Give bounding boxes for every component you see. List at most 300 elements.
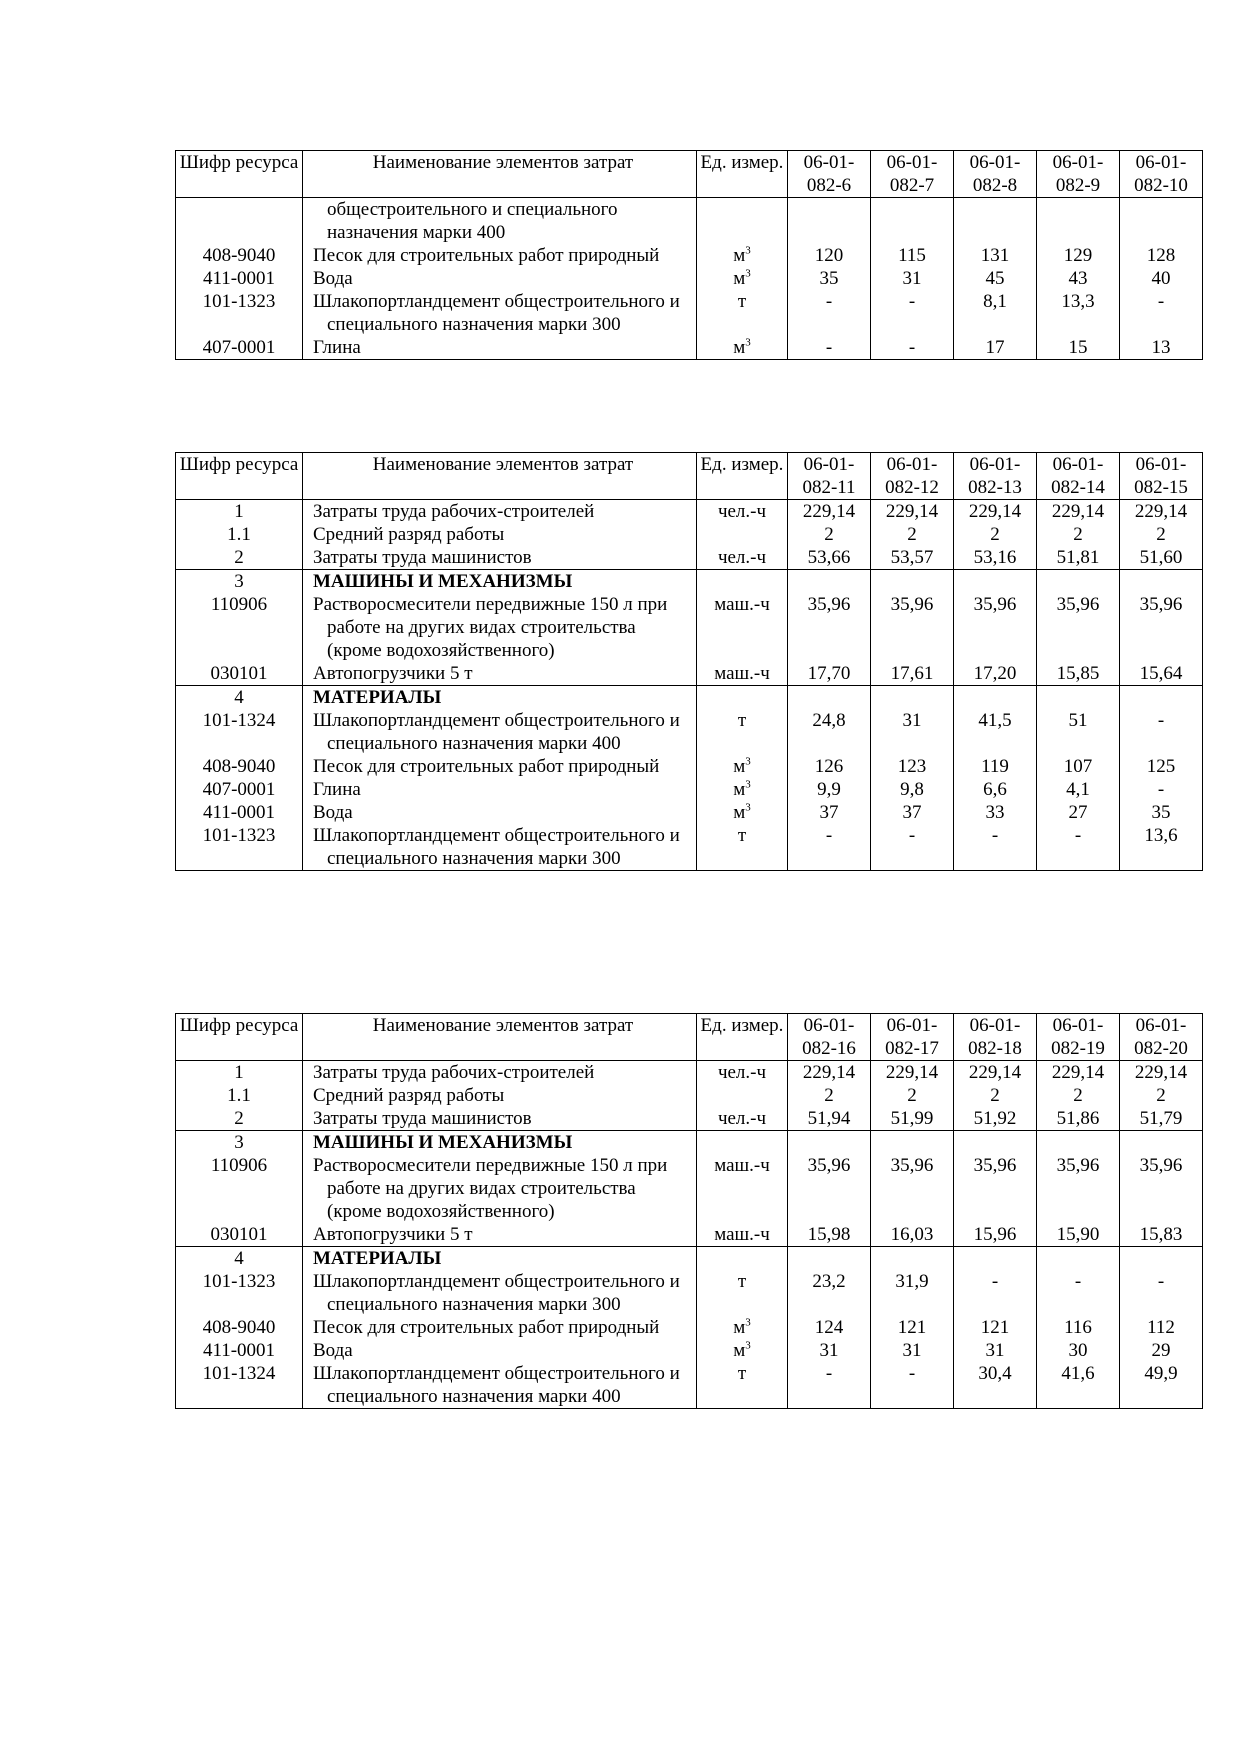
resource-name-text: Средний разряд работы xyxy=(313,524,505,545)
value-cell: - xyxy=(788,824,871,871)
resource-code: 408-9040 xyxy=(176,755,303,778)
unit-text: чел.-ч xyxy=(717,501,767,522)
unit-cell xyxy=(697,662,788,686)
unit-superscript: 3 xyxy=(745,267,751,280)
resource-code: 110906 xyxy=(176,593,303,662)
resource-name xyxy=(303,755,697,778)
value-cell: 51,81 xyxy=(1037,546,1120,570)
header-name: Наименование элементов затрат xyxy=(303,151,697,198)
table-row xyxy=(176,662,1203,686)
value-cell: 9,8 xyxy=(871,778,954,801)
value-cell xyxy=(871,570,954,594)
value-cell: 129 xyxy=(1037,244,1120,267)
unit-text: чел.-ч xyxy=(717,1108,767,1129)
table-row xyxy=(176,267,1203,290)
unit-cell xyxy=(697,801,788,824)
header-row xyxy=(176,1014,1203,1061)
resource-code: 110906 xyxy=(176,1154,303,1223)
value-cell: 15,90 xyxy=(1037,1223,1120,1247)
table-header xyxy=(176,1014,1203,1061)
value-cell: 24,8 xyxy=(788,709,871,755)
resource-code: 407-0001 xyxy=(176,778,303,801)
value-cell: 15,98 xyxy=(788,1223,871,1247)
resource-name-text: Вода xyxy=(313,268,353,289)
unit-text: маш.-ч xyxy=(714,1155,770,1176)
unit-cell xyxy=(697,755,788,778)
value-cell: 51,92 xyxy=(954,1107,1037,1131)
value-cell xyxy=(871,1247,954,1271)
resource-code: 411-0001 xyxy=(176,1339,303,1362)
unit-cell xyxy=(697,1362,788,1409)
value-cell: 35 xyxy=(1120,801,1203,824)
value-cell: 126 xyxy=(788,755,871,778)
value-cell: 43 xyxy=(1037,267,1120,290)
resource-code: 3 xyxy=(176,1131,303,1155)
header-column: 06-01-082-12 xyxy=(871,453,954,500)
value-cell: 2 xyxy=(1120,523,1203,546)
value-cell: 229,14 xyxy=(1120,1061,1203,1085)
table-row xyxy=(176,778,1203,801)
resource-code xyxy=(176,198,303,245)
value-cell: 31 xyxy=(954,1339,1037,1362)
unit-text: м xyxy=(733,1340,746,1361)
resource-code: 1 xyxy=(176,500,303,524)
header-code: Шифр ресурса xyxy=(176,151,303,198)
value-cell: 9,9 xyxy=(788,778,871,801)
table-body xyxy=(176,198,1203,360)
value-cell: 35,96 xyxy=(871,1154,954,1223)
value-cell: 35,96 xyxy=(1120,593,1203,662)
value-cell: 53,16 xyxy=(954,546,1037,570)
unit-cell xyxy=(697,570,788,594)
table-row xyxy=(176,1316,1203,1339)
value-cell: 120 xyxy=(788,244,871,267)
unit-cell xyxy=(697,546,788,570)
value-cell: 128 xyxy=(1120,244,1203,267)
resource-name-text: МАШИНЫ И МЕХАНИЗМЫ xyxy=(313,571,573,592)
header-column: 06-01-082-11 xyxy=(788,453,871,500)
value-cell: 229,14 xyxy=(871,500,954,524)
table-row xyxy=(176,523,1203,546)
resource-code: 411-0001 xyxy=(176,267,303,290)
value-cell: 229,14 xyxy=(954,1061,1037,1085)
header-column: 06-01-082-17 xyxy=(871,1014,954,1061)
value-cell: 2 xyxy=(871,1084,954,1107)
value-cell: 2 xyxy=(1037,523,1120,546)
resource-code: 101-1323 xyxy=(176,290,303,336)
value-cell xyxy=(788,1247,871,1271)
unit-cell xyxy=(697,1223,788,1247)
value-cell: 40 xyxy=(1120,267,1203,290)
resource-name-text: Растворосмесители передвижные 150 л при работе на других видах строительства (кроме водохозяйственного) xyxy=(313,1155,668,1222)
value-cell xyxy=(871,1131,954,1155)
resource-name xyxy=(303,290,697,336)
resource-code: 3 xyxy=(176,570,303,594)
unit-cell xyxy=(697,709,788,755)
table-row xyxy=(176,755,1203,778)
resource-name xyxy=(303,546,697,570)
value-cell: 119 xyxy=(954,755,1037,778)
unit-text: т xyxy=(737,825,747,846)
value-cell: - xyxy=(871,290,954,336)
unit-text: маш.-ч xyxy=(714,1224,770,1245)
unit-superscript: 3 xyxy=(745,1339,751,1352)
table-row xyxy=(176,1084,1203,1107)
header-column: 06-01-082-19 xyxy=(1037,1014,1120,1061)
header-column: 06-01-082-13 xyxy=(954,453,1037,500)
value-cell xyxy=(954,686,1037,710)
value-cell: 8,1 xyxy=(954,290,1037,336)
value-cell xyxy=(954,1131,1037,1155)
value-cell: 35,96 xyxy=(1037,1154,1120,1223)
resource-name xyxy=(303,801,697,824)
value-cell: 53,57 xyxy=(871,546,954,570)
table-row xyxy=(176,709,1203,755)
value-cell: 116 xyxy=(1037,1316,1120,1339)
header-column: 06-01-082-7 xyxy=(871,151,954,198)
resource-name xyxy=(303,709,697,755)
value-cell: 31 xyxy=(871,709,954,755)
value-cell: 35,96 xyxy=(788,1154,871,1223)
value-cell: 30 xyxy=(1037,1339,1120,1362)
value-cell xyxy=(1037,1247,1120,1271)
value-cell: - xyxy=(1120,290,1203,336)
resource-code: 101-1324 xyxy=(176,709,303,755)
value-cell: 6,6 xyxy=(954,778,1037,801)
value-cell: 4,1 xyxy=(1037,778,1120,801)
table-header xyxy=(176,453,1203,500)
value-cell: - xyxy=(871,1362,954,1409)
value-cell: 35,96 xyxy=(788,593,871,662)
value-cell xyxy=(954,570,1037,594)
table-row xyxy=(176,593,1203,662)
value-cell: 41,6 xyxy=(1037,1362,1120,1409)
value-cell: 229,14 xyxy=(1037,1061,1120,1085)
section-row xyxy=(176,570,1203,594)
resource-name-text: Шлакопортландцемент общестроительного и специального назначения марки 300 xyxy=(313,1271,680,1315)
value-cell: 31 xyxy=(871,267,954,290)
value-cell xyxy=(788,1131,871,1155)
table-body xyxy=(176,500,1203,871)
resource-code: 1.1 xyxy=(176,1084,303,1107)
header-name: Наименование элементов затрат xyxy=(303,453,697,500)
resource-name xyxy=(303,1316,697,1339)
header-column: 06-01-082-9 xyxy=(1037,151,1120,198)
value-cell: 17,20 xyxy=(954,662,1037,686)
header-row xyxy=(176,453,1203,500)
unit-superscript: 3 xyxy=(745,755,751,768)
table-row xyxy=(176,801,1203,824)
value-cell: - xyxy=(1120,778,1203,801)
resource-name-text: Песок для строительных работ природный xyxy=(313,245,660,266)
header-code: Шифр ресурса xyxy=(176,1014,303,1061)
value-cell: 53,66 xyxy=(788,546,871,570)
resource-name xyxy=(303,1131,697,1155)
header-name: Наименование элементов затрат xyxy=(303,1014,697,1061)
resource-name-text: Автопогрузчики 5 т xyxy=(313,663,473,684)
value-cell: 51 xyxy=(1037,709,1120,755)
value-cell: - xyxy=(1037,1270,1120,1316)
unit-cell xyxy=(697,1270,788,1316)
unit-cell xyxy=(697,290,788,336)
resource-name-text: Затраты труда машинистов xyxy=(313,1108,532,1129)
resource-code: 030101 xyxy=(176,1223,303,1247)
resource-name-text: Затраты труда рабочих-строителей xyxy=(313,501,595,522)
unit-superscript: 3 xyxy=(745,1316,751,1329)
resource-name xyxy=(303,1154,697,1223)
resource-name xyxy=(303,267,697,290)
value-cell: 41,5 xyxy=(954,709,1037,755)
value-cell: 2 xyxy=(871,523,954,546)
header-column: 06-01-082-18 xyxy=(954,1014,1037,1061)
resource-code: 407-0001 xyxy=(176,336,303,360)
unit-cell xyxy=(697,593,788,662)
value-cell xyxy=(1037,1131,1120,1155)
resource-code: 4 xyxy=(176,686,303,710)
resource-name-text: Шлакопортландцемент общестроительного и специального назначения марки 400 xyxy=(313,1363,680,1407)
value-cell xyxy=(871,198,954,245)
header-unit: Ед. измер. xyxy=(697,1014,788,1061)
resource-name xyxy=(303,1223,697,1247)
unit-superscript: 3 xyxy=(745,801,751,814)
table-row xyxy=(176,1107,1203,1131)
unit-text: маш.-ч xyxy=(714,663,770,684)
unit-text: т xyxy=(737,710,747,731)
resource-name-text: Песок для строительных работ природный xyxy=(313,756,660,777)
unit-text: м xyxy=(733,779,746,800)
value-cell xyxy=(1037,686,1120,710)
value-cell: 124 xyxy=(788,1316,871,1339)
unit-cell xyxy=(697,198,788,245)
value-cell: - xyxy=(788,1362,871,1409)
value-cell xyxy=(788,198,871,245)
unit-text: м xyxy=(733,268,746,289)
value-cell: 107 xyxy=(1037,755,1120,778)
resource-name xyxy=(303,336,697,360)
header-column: 06-01-082-14 xyxy=(1037,453,1120,500)
header-column: 06-01-082-20 xyxy=(1120,1014,1203,1061)
value-cell: 51,79 xyxy=(1120,1107,1203,1131)
value-cell: 229,14 xyxy=(788,500,871,524)
resource-name xyxy=(303,593,697,662)
unit-cell xyxy=(697,267,788,290)
table-row xyxy=(176,336,1203,360)
resource-code: 408-9040 xyxy=(176,244,303,267)
table-row xyxy=(176,1339,1203,1362)
value-cell: 49,9 xyxy=(1120,1362,1203,1409)
value-cell: - xyxy=(871,824,954,871)
header-column: 06-01-082-6 xyxy=(788,151,871,198)
section-row xyxy=(176,686,1203,710)
value-cell xyxy=(788,570,871,594)
resource-name-text: Затраты труда машинистов xyxy=(313,547,532,568)
value-cell xyxy=(871,686,954,710)
resource-name-text: МАТЕРИАЛЫ xyxy=(313,687,442,708)
unit-cell xyxy=(697,1339,788,1362)
resource-code: 4 xyxy=(176,1247,303,1271)
value-cell: 16,03 xyxy=(871,1223,954,1247)
value-cell: 35,96 xyxy=(871,593,954,662)
resource-name-text: Растворосмесители передвижные 150 л при работе на других видах строительства (кроме водохозяйственного) xyxy=(313,594,668,661)
unit-cell xyxy=(697,1131,788,1155)
value-cell: 125 xyxy=(1120,755,1203,778)
table-row xyxy=(176,1223,1203,1247)
resource-table-2 xyxy=(175,452,1203,871)
value-cell: 35,96 xyxy=(1037,593,1120,662)
value-cell xyxy=(954,1247,1037,1271)
resource-name-text: Глина xyxy=(313,337,361,358)
value-cell: 17,61 xyxy=(871,662,954,686)
header-unit: Ед. измер. xyxy=(697,151,788,198)
value-cell: 30,4 xyxy=(954,1362,1037,1409)
value-cell: 23,2 xyxy=(788,1270,871,1316)
resource-name-text: Средний разряд работы xyxy=(313,1085,505,1106)
value-cell xyxy=(1120,198,1203,245)
resource-table-3 xyxy=(175,1013,1203,1409)
resource-name xyxy=(303,244,697,267)
unit-text: м xyxy=(733,245,746,266)
resource-code: 1 xyxy=(176,1061,303,1085)
unit-superscript: 3 xyxy=(745,244,751,257)
value-cell: 15 xyxy=(1037,336,1120,360)
unit-text: т xyxy=(737,291,747,312)
value-cell: 37 xyxy=(788,801,871,824)
value-cell: 33 xyxy=(954,801,1037,824)
unit-text: м xyxy=(733,756,746,777)
value-cell: - xyxy=(788,290,871,336)
unit-text: м xyxy=(733,337,746,358)
value-cell: 229,14 xyxy=(1037,500,1120,524)
resource-name-text: Шлакопортландцемент общестроительного и специального назначения марки 300 xyxy=(313,825,680,869)
header-column: 06-01-082-15 xyxy=(1120,453,1203,500)
value-cell: - xyxy=(1120,709,1203,755)
table-row xyxy=(176,1270,1203,1316)
value-cell: 15,85 xyxy=(1037,662,1120,686)
table-row xyxy=(176,290,1203,336)
resource-name xyxy=(303,500,697,524)
header-column: 06-01-082-16 xyxy=(788,1014,871,1061)
value-cell: 51,99 xyxy=(871,1107,954,1131)
value-cell: 121 xyxy=(954,1316,1037,1339)
table-row xyxy=(176,198,1203,245)
value-cell: 2 xyxy=(1037,1084,1120,1107)
unit-cell xyxy=(697,523,788,546)
unit-text: т xyxy=(737,1363,747,1384)
unit-cell xyxy=(697,244,788,267)
table-body xyxy=(176,1061,1203,1409)
table-row xyxy=(176,244,1203,267)
value-cell: 51,94 xyxy=(788,1107,871,1131)
unit-text: чел.-ч xyxy=(717,547,767,568)
table-row xyxy=(176,1061,1203,1085)
resource-name xyxy=(303,686,697,710)
value-cell: 15,83 xyxy=(1120,1223,1203,1247)
value-cell: 37 xyxy=(871,801,954,824)
value-cell: 17 xyxy=(954,336,1037,360)
value-cell: 115 xyxy=(871,244,954,267)
unit-cell xyxy=(697,1107,788,1131)
resource-name xyxy=(303,778,697,801)
section-row xyxy=(176,1247,1203,1271)
unit-text: м xyxy=(733,802,746,823)
resource-name-text: Вода xyxy=(313,1340,353,1361)
resource-code: 030101 xyxy=(176,662,303,686)
value-cell: - xyxy=(954,1270,1037,1316)
section-row xyxy=(176,1131,1203,1155)
value-cell: 2 xyxy=(788,523,871,546)
value-cell: 13,3 xyxy=(1037,290,1120,336)
unit-text: чел.-ч xyxy=(717,1062,767,1083)
resource-table-1 xyxy=(175,150,1203,360)
unit-cell xyxy=(697,1061,788,1085)
value-cell: 112 xyxy=(1120,1316,1203,1339)
unit-cell xyxy=(697,686,788,710)
value-cell: 45 xyxy=(954,267,1037,290)
resource-name-text: Шлакопортландцемент общестроительного и специального назначения марки 300 xyxy=(313,291,680,335)
value-cell: - xyxy=(1120,1270,1203,1316)
unit-cell xyxy=(697,1154,788,1223)
value-cell xyxy=(1120,1247,1203,1271)
value-cell: 17,70 xyxy=(788,662,871,686)
header-code: Шифр ресурса xyxy=(176,453,303,500)
resource-name xyxy=(303,662,697,686)
unit-cell xyxy=(697,336,788,360)
value-cell: 51,86 xyxy=(1037,1107,1120,1131)
header-row xyxy=(176,151,1203,198)
value-cell: 31 xyxy=(788,1339,871,1362)
value-cell: 123 xyxy=(871,755,954,778)
unit-text: м xyxy=(733,1317,746,1338)
value-cell: 229,14 xyxy=(954,500,1037,524)
value-cell: 27 xyxy=(1037,801,1120,824)
resource-name-text: общестроительного и специального назначения марки 400 xyxy=(327,199,618,243)
value-cell: 2 xyxy=(954,1084,1037,1107)
resource-name xyxy=(303,1247,697,1271)
table-row xyxy=(176,1154,1203,1223)
value-cell xyxy=(1037,198,1120,245)
resource-name-text: Глина xyxy=(313,779,361,800)
value-cell: 15,64 xyxy=(1120,662,1203,686)
resource-code: 408-9040 xyxy=(176,1316,303,1339)
resource-code: 101-1323 xyxy=(176,824,303,871)
resource-code: 1.1 xyxy=(176,523,303,546)
value-cell: 229,14 xyxy=(1120,500,1203,524)
resource-name-text: Песок для строительных работ природный xyxy=(313,1317,660,1338)
resource-code: 2 xyxy=(176,1107,303,1131)
value-cell xyxy=(788,686,871,710)
value-cell: 35,96 xyxy=(954,1154,1037,1223)
unit-cell xyxy=(697,500,788,524)
header-column: 06-01-082-8 xyxy=(954,151,1037,198)
resource-name-text: Шлакопортландцемент общестроительного и специального назначения марки 400 xyxy=(313,710,680,754)
unit-cell xyxy=(697,778,788,801)
table-row xyxy=(176,500,1203,524)
resource-code: 411-0001 xyxy=(176,801,303,824)
resource-name-text: Затраты труда рабочих-строителей xyxy=(313,1062,595,1083)
resource-name xyxy=(303,1270,697,1316)
resource-name xyxy=(303,1107,697,1131)
resource-name-text: Вода xyxy=(313,802,353,823)
resource-name xyxy=(303,523,697,546)
header-unit: Ед. измер. xyxy=(697,453,788,500)
table-row xyxy=(176,1362,1203,1409)
value-cell: 15,96 xyxy=(954,1223,1037,1247)
value-cell: - xyxy=(954,824,1037,871)
value-cell: 229,14 xyxy=(871,1061,954,1085)
resource-name xyxy=(303,1339,697,1362)
table-header xyxy=(176,151,1203,198)
resource-name xyxy=(303,1362,697,1409)
